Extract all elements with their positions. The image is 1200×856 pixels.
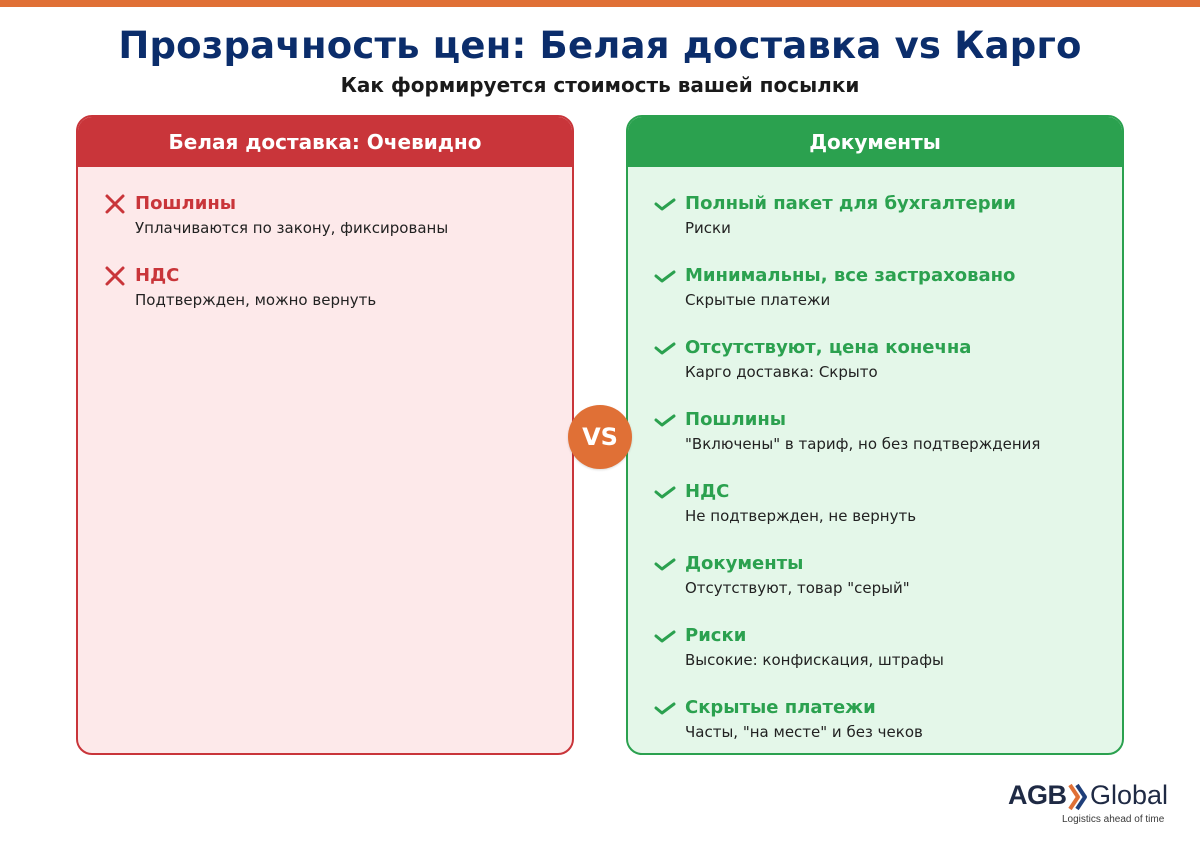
list-item-heading: Минимальны, все застраховано: [685, 265, 1016, 286]
top-accent-bar: [0, 0, 1200, 7]
list-item-description: Уплачиваются по закону, фиксированы: [135, 219, 449, 237]
check-icon: [652, 551, 678, 577]
list-item-heading: НДС: [685, 481, 730, 502]
list-item-description: Карго доставка: Скрыто: [685, 363, 878, 381]
list-item: [78, 263, 572, 335]
white-delivery-card: [76, 115, 574, 755]
white-delivery-card-title: Белая доставка: Очевидно: [78, 117, 572, 167]
list-item-description: "Включены" в тариф, но без подтверждения: [685, 435, 1041, 453]
logo-brand: AGB: [1008, 780, 1067, 810]
cross-icon: [102, 263, 128, 289]
list-item: [628, 335, 1122, 407]
documents-card: [626, 115, 1124, 755]
agb-global-logo: [1008, 780, 1178, 830]
list-item-description: Часты, "на месте" и без чеков: [685, 723, 923, 741]
list-item-description: Скрытые платежи: [685, 291, 831, 309]
check-icon: [652, 191, 678, 217]
list-item-heading: Отсутствуют, цена конечна: [685, 337, 972, 358]
list-item: [628, 191, 1122, 263]
list-item-description: Не подтвержден, не вернуть: [685, 507, 917, 525]
cross-icon: [102, 191, 128, 217]
documents-card-title: Документы: [628, 117, 1122, 167]
list-item: [628, 479, 1122, 551]
list-item: [628, 407, 1122, 479]
list-item: [628, 551, 1122, 623]
documents-list: [628, 191, 1122, 755]
logo-tagline: Logistics ahead of time: [1062, 814, 1165, 825]
list-item-description: Отсутствуют, товар "серый": [685, 579, 910, 597]
check-icon: [652, 479, 678, 505]
page-title: Прозрачность цен: Белая доставка vs Карго: [118, 24, 1082, 67]
list-item-description: Подтвержден, можно вернуть: [135, 291, 377, 309]
vs-badge: VS: [568, 405, 632, 469]
list-item-description: Риски: [685, 219, 731, 237]
list-item-heading: НДС: [135, 265, 180, 286]
chevron-right-icon: [1068, 783, 1088, 815]
list-item: [628, 263, 1122, 335]
list-item: [78, 191, 572, 263]
list-item-heading: Полный пакет для бухгалтерии: [685, 193, 1016, 214]
check-icon: [652, 623, 678, 649]
list-item-heading: Пошлины: [135, 193, 237, 214]
logo-name: Global: [1090, 780, 1169, 810]
list-item: [628, 623, 1122, 695]
list-item-heading: Документы: [685, 553, 804, 574]
check-icon: [652, 263, 678, 289]
list-item: [628, 695, 1122, 755]
list-item-description: Высокие: конфискация, штрафы: [685, 651, 944, 669]
white-delivery-list: [78, 191, 572, 335]
check-icon: [652, 335, 678, 361]
page-subtitle: Как формируется стоимость вашей посылки: [340, 73, 860, 97]
list-item-heading: Риски: [685, 625, 747, 646]
list-item-heading: Пошлины: [685, 409, 787, 430]
list-item-heading: Скрытые платежи: [685, 697, 876, 718]
check-icon: [652, 407, 678, 433]
check-icon: [652, 695, 678, 721]
